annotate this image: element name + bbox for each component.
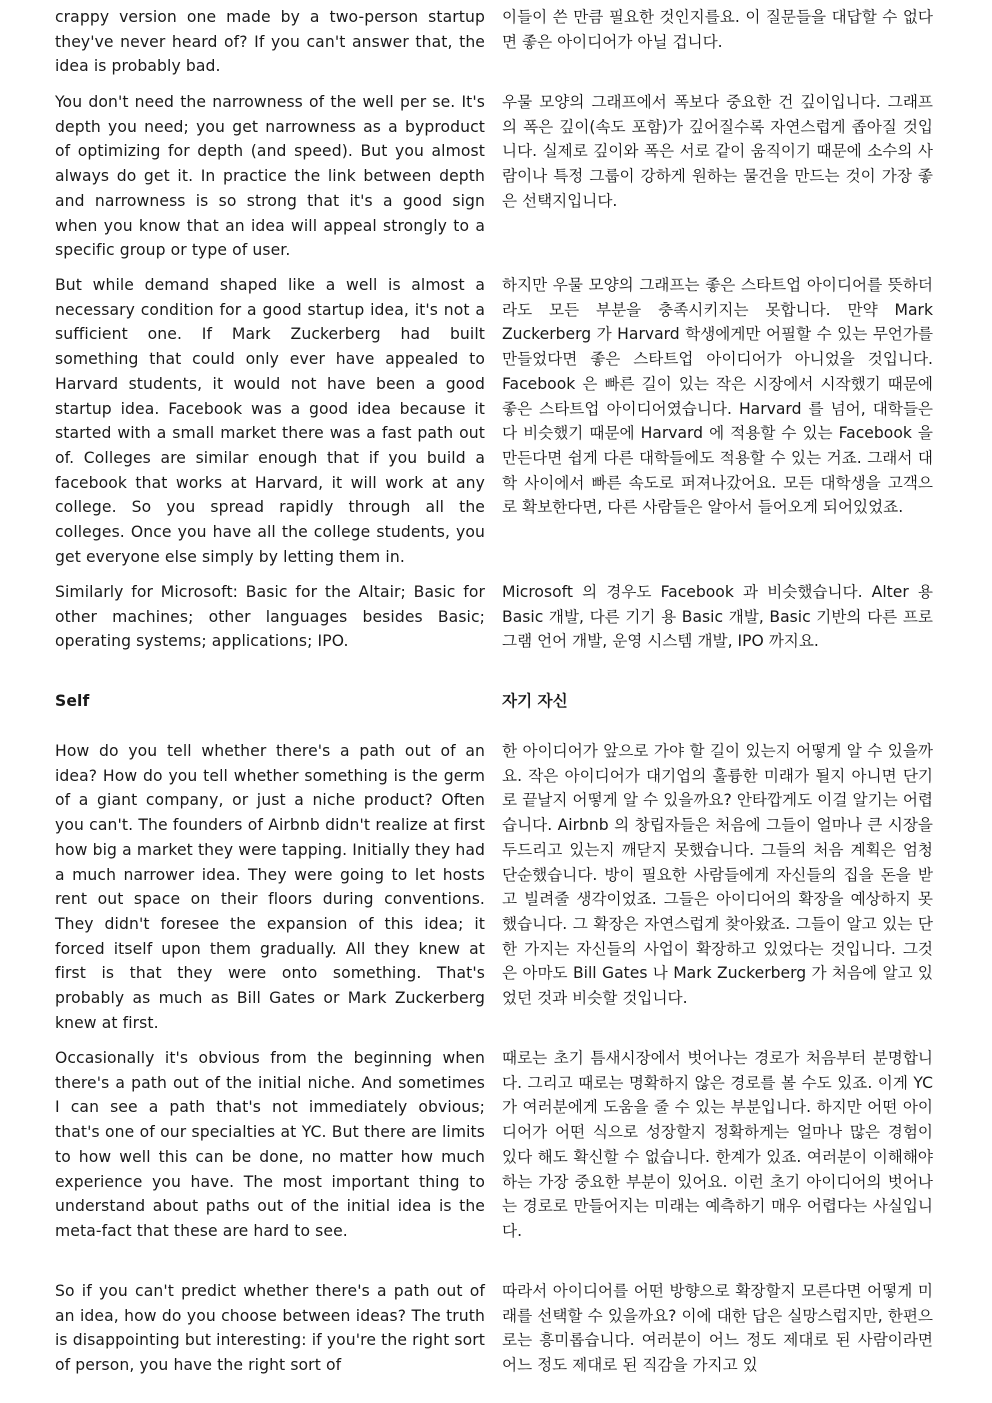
paragraph-pair-6 bbox=[55, 1046, 933, 1244]
korean-text: 이들이 쓴 만큼 필요한 것인지를요. 이 질문들을 대답할 수 없다면 좋은 아이디어가 아닐 겁니다. bbox=[502, 8, 933, 51]
paragraph-pair-2 bbox=[55, 90, 933, 263]
korean-paragraph bbox=[502, 1279, 933, 1378]
english-text: How do you tell whether there's a path out of an idea? How do you tell whether something is the germ of a giant company, or just a niche product? Often you can't. The founders of Airbnb didn't realize at first how big a market they were tapping. Initially they had a much narrower idea. They were going to let hosts rent out space on their floors during conventions. They didn't foresee the expansion of this idea; it forced itself upon them gradually. All they knew at first is that they were onto something. That's probably as much as Bill Gates or Mark Zuckerberg knew at first. bbox=[55, 742, 485, 1032]
paragraph-pair-7 bbox=[55, 1279, 933, 1378]
english-paragraph bbox=[55, 739, 485, 1035]
paragraph-pair-4 bbox=[55, 580, 933, 654]
english-text: So if you can't predict whether there's a path out of an idea, how do you choose between ideas? The truth is disappointing but interesting: if you're the right sort of person, you have the right sort of bbox=[55, 1282, 485, 1375]
korean-paragraph bbox=[502, 739, 933, 1035]
paragraph-pair-1 bbox=[55, 5, 933, 79]
english-text: crappy version one made by a two-person startup they've never heard of? If you can't answer that, the idea is probably bad. bbox=[55, 8, 485, 76]
korean-paragraph bbox=[502, 90, 933, 263]
paragraph-pair-5 bbox=[55, 739, 933, 1035]
english-text: But while demand shaped like a well is almost a necessary condition for a good startup idea, it's not a sufficient one. If Mark Zuckerberg had built something that could only ever have appealed to Harvard students, it would not have been a good startup idea. Facebook was a good idea because it started with a small market there was a fast path out of. Colleges are similar enough that if you build a facebook that works at Harvard, it will work at any college. So you spread rapidly through all the colleges. Once you have all the college students, you get everyone else simply by letting them in. bbox=[55, 276, 485, 566]
korean-text: 따라서 아이디어를 어떤 방향으로 확장할지 모른다면 어떻게 미래를 선택할 수 있을까요? 이에 대한 답은 실망스럽지만, 한편으로는 흥미롭습니다. 여러분이 어느 정도 제대로 된 사람이라면 어느 정도 제대로 된 직감을 가지고 있 bbox=[502, 1282, 933, 1375]
english-text: You don't need the narrowness of the well per se. It's depth you need; you get narrowness as a byproduct of optimizing for depth (and speed). But you almost always do get it. In practice the link between depth and narrowness is so strong that it's a good sign when you know that an idea will appeal strongly to a specific group or type of user. bbox=[55, 93, 485, 260]
paragraph-pair-3 bbox=[55, 273, 933, 569]
english-paragraph bbox=[55, 273, 485, 569]
english-paragraph bbox=[55, 580, 485, 654]
korean-text: Microsoft 의 경우도 Facebook 과 비슷했습니다. Alter 용 Basic 개발, 다른 기기 용 Basic 개발, Basic 기반의 다른 프로그램 언어 개발, 운영 시스템 개발, IPO 까지요. bbox=[502, 583, 933, 651]
korean-text: 한 아이디어가 앞으로 가야 할 길이 있는지 어떻게 알 수 있을까요. 작은 아이디어가 대기업의 훌륭한 미래가 될지 아니면 단기로 끝날지 어떻게 알 수 있을까요? 안타깝게도 이걸 알기는 어렵습니다. Airbnb 의 창립자들은 처음에 그들이 얼마나 큰 시장을 두드리고 있는지 깨닫지 못했습니다. 그들의 처음 계획은 엄청 단순했습니다. 방이 필요한 사람들에게 자신들의 집을 돈을 받고 빌려줄 생각이었죠. 그들은 아이디어의 확장을 예상하지 못했습니다. 그 확장은 자연스럽게 찾아왔죠. 그들이 알고 있는 단 한 가지는 자신들의 사업이 확장하고 있었다는 것입니다. 그것은 아마도 Bill Gates 나 Mark Zuckerberg 가 처음에 알고 있었던 것과 비슷할 것입니다. bbox=[502, 742, 933, 1008]
section-heading-korean: 자기 자신 bbox=[502, 692, 568, 710]
korean-text: 하지만 우물 모양의 그래프는 좋은 스타트업 아이디어를 뜻하더라도 모든 부분을 충족시키지는 못합니다. 만약 Mark Zuckerberg 가 Harvard 학생에게만 어필할 수 있는 무언가를 만들었다면 좋은 스타트업 아이디어가 아니었을 것입니다. Facebook 은 빠른 길이 있는 작은 시장에서 시작했기 때문에 좋은 스타트업 아이디어였습니다. Harvard 를 넘어, 대학들은 다 비슷했기 때문에 Harvard 에 적용할 수 있는 Facebook 을 만든다면 쉽게 다른 대학들에도 적용할 수 있는 거죠. 그래서 대학 사이에서 빠른 속도로 퍼져나갔어요. 모든 대학생을 고객으로 확보한다면, 다른 사람들은 알아서 들어오게 되어있었죠. bbox=[502, 276, 933, 517]
english-paragraph bbox=[55, 90, 485, 263]
korean-text: 우물 모양의 그래프에서 폭보다 중요한 건 깊이입니다. 그래프의 폭은 깊이(속도 포함)가 깊어질수록 자연스럽게 좁아질 것입니다. 실제로 깊이와 폭은 서로 같이 움직이기 때문에 소수의 사람이나 특정 그룹이 강하게 원하는 물건을 만드는 것이 가장 좋은 선택지입니다. bbox=[502, 93, 933, 210]
english-paragraph bbox=[55, 1046, 485, 1244]
english-text: Similarly for Microsoft: Basic for the Altair; Basic for other machines; other languages besides Basic; operating systems; applications; IPO. bbox=[55, 583, 485, 651]
korean-paragraph bbox=[502, 580, 933, 654]
english-text: Occasionally it's obvious from the beginning when there's a path out of the initial niche. And sometimes I can see a path that's not immediately obvious; that's one of our specialties at YC. But there are limits to how well this can be done, no matter how much experience you have. The most important thing to understand about paths out of the initial idea is the meta-fact that these are hard to see. bbox=[55, 1049, 485, 1240]
korean-text: 때로는 초기 틈새시장에서 벗어나는 경로가 처음부터 분명합니다. 그리고 때로는 명확하지 않은 경로를 볼 수도 있죠. 이게 YC 가 여러분에게 도움을 줄 수 있는 부분입니다. 하지만 어떤 아이디어가 어떤 식으로 성장할지 정확하게는 얼마나 많은 경험이 있다 해도 확신할 수 없습니다. 한계가 있죠. 여러분이 이해해야 하는 가장 중요한 부분이 있어요. 이런 초기 아이디어의 벗어나는 경로로 만들어지는 미래는 예측하기 매우 어렵다는 사실입니다. bbox=[502, 1049, 933, 1240]
korean-paragraph bbox=[502, 273, 933, 569]
english-paragraph bbox=[55, 1279, 485, 1378]
korean-paragraph bbox=[502, 5, 933, 79]
section-heading-row bbox=[55, 689, 933, 714]
english-paragraph bbox=[55, 5, 485, 79]
korean-paragraph bbox=[502, 1046, 933, 1244]
section-heading-english: Self bbox=[55, 692, 90, 710]
